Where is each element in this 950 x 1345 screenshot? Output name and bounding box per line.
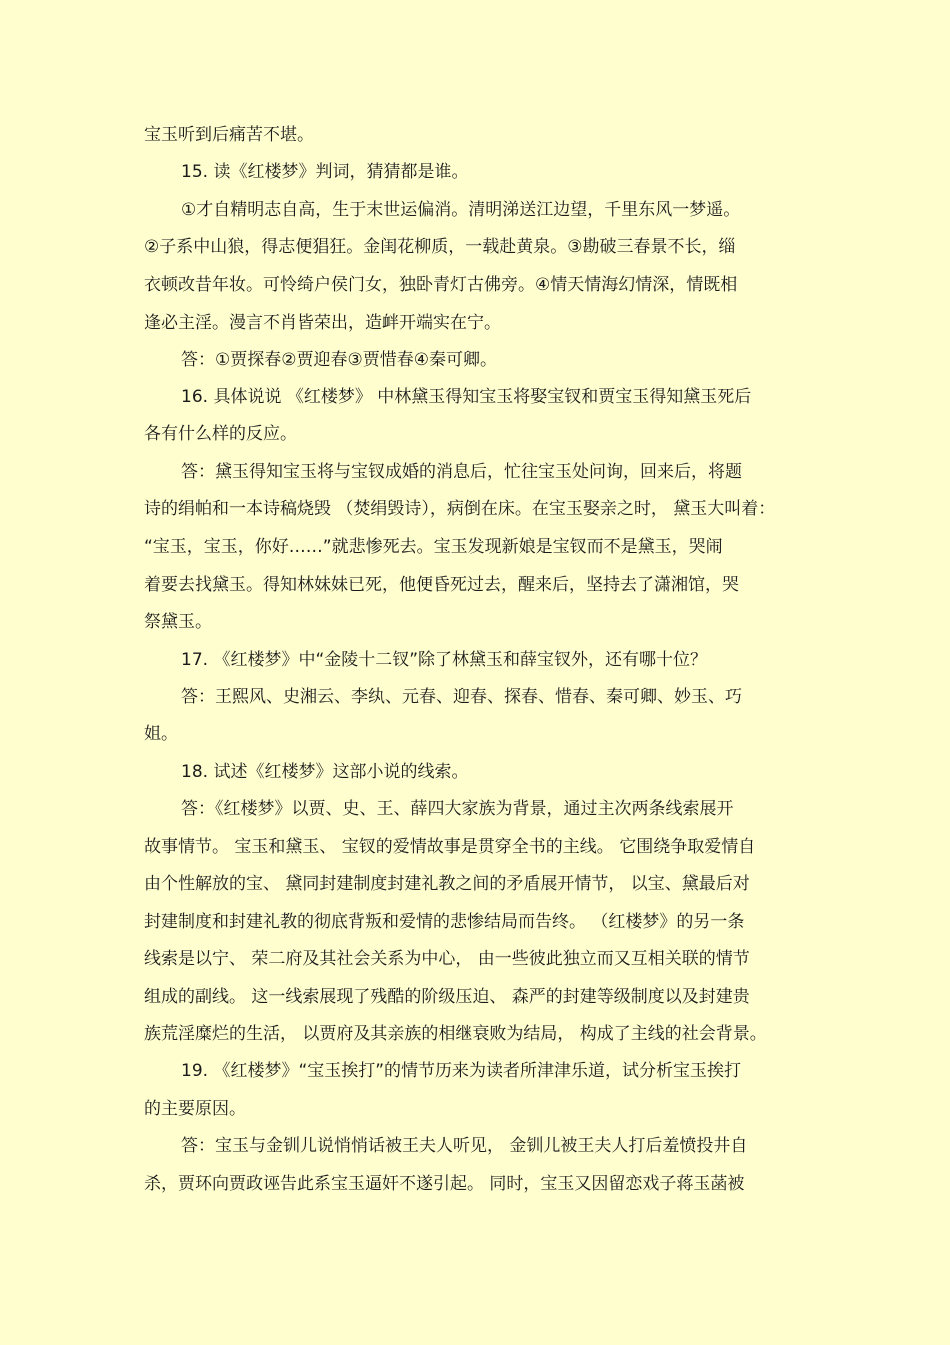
text-line: 杀，贾环向贾政诬告此系宝玉逼奸不遂引起。 同时，宝玉又因留恋戏子蒋玉菡被	[144, 1174, 745, 1194]
question-17: 17. 《红楼梦》中“金陵十二钗”除了林黛玉和薛宝钗外，还有哪十位？	[181, 650, 708, 670]
text-line: 的主要原因。	[144, 1099, 246, 1119]
text-line: 封建制度和封建礼教的彻底背叛和爱情的悲惨结局而告终。 （红楼梦》的另一条	[144, 912, 745, 932]
text-line: 线索是以宁、 荣二府及其社会关系为中心， 由一些彼此独立而又互相关联的情节	[144, 949, 750, 969]
text-line: “宝玉，宝玉，你好……”就悲惨死去。宝玉发现新娘是宝钗而不是黛玉，哭闹	[144, 537, 723, 557]
question-16: 16. 具体说说 《红楼梦》 中林黛玉得知宝玉将娶宝钗和贾宝玉得知黛玉死后	[181, 387, 752, 407]
answer-15: 答：①贾探春②贾迎春③贾惜春④秦可卿。	[181, 350, 497, 370]
text-line: ①才自精明志自高，生于末世运偏消。清明涕送江边望，千里东风一梦遥。	[181, 200, 741, 220]
text-line: 祭黛玉。	[144, 612, 212, 632]
question-15: 15. 读《红楼梦》判词，猜猜都是谁。	[181, 162, 469, 182]
answer-18: 答：《红楼梦》以贾、史、王、薛四大家族为背景，通过主次两条线索展开	[181, 799, 734, 819]
answer-17: 答：王熙风、史湘云、李纨、元春、迎春、探春、惜春、秦可卿、妙玉、巧	[181, 687, 742, 707]
text-line: ②子系中山狼，得志便猖狂。金闺花柳质，一载赴黄泉。③勘破三春景不长，缁	[144, 237, 736, 257]
answer-16: 答：黛玉得知宝玉将与宝钗成婚的消息后，忙往宝玉处问询，回来后，将题	[181, 462, 742, 482]
text-line: 诗的绢帕和一本诗稿烧毁 （焚绢毁诗），病倒在床。在宝玉娶亲之时， 黛玉大叫着：	[144, 499, 776, 519]
text-line: 族荒淫糜烂的生活， 以贾府及其亲族的相继衰败为结局， 构成了主线的社会背景。	[144, 1024, 767, 1044]
text-line: 由个性解放的宝、 黛同封建制度封建礼教之间的矛盾展开情节， 以宝、黛最后对	[144, 874, 750, 894]
text-line: 衣顿改昔年妆。可怜绮户侯门女，独卧青灯古佛旁。④情天情海幻情深，情既相	[144, 275, 738, 295]
text-line: 宝玉听到后痛苦不堪。	[144, 125, 314, 145]
text-line: 着要去找黛玉。得知林妹妹已死，他便昏死过去，醒来后，坚持去了潇湘馆，哭	[144, 575, 739, 595]
question-18: 18. 试述《红楼梦》这部小说的线索。	[181, 762, 469, 782]
question-19: 19. 《红楼梦》“宝玉挨打”的情节历来为读者所津津乐道，试分析宝玉挨打	[181, 1061, 742, 1081]
text-line: 各有什么样的反应。	[144, 424, 297, 444]
text-line: 组成的副线。 这一线索展现了残酷的阶级压迫、 森严的封建等级制度以及封建贵	[144, 987, 750, 1007]
answer-19: 答：宝玉与金钏儿说悄悄话被王夫人听见， 金钏儿被王夫人打后羞愤投井自	[181, 1136, 748, 1156]
text-line: 姐。	[144, 724, 178, 744]
text-line: 故事情节。 宝玉和黛玉、 宝钗的爱情故事是贯穿全书的主线。 它围绕争取爱情自	[144, 837, 756, 857]
text-line: 逢必主淫。漫言不肖皆荣出，造衅开端实在宁。	[144, 313, 501, 333]
